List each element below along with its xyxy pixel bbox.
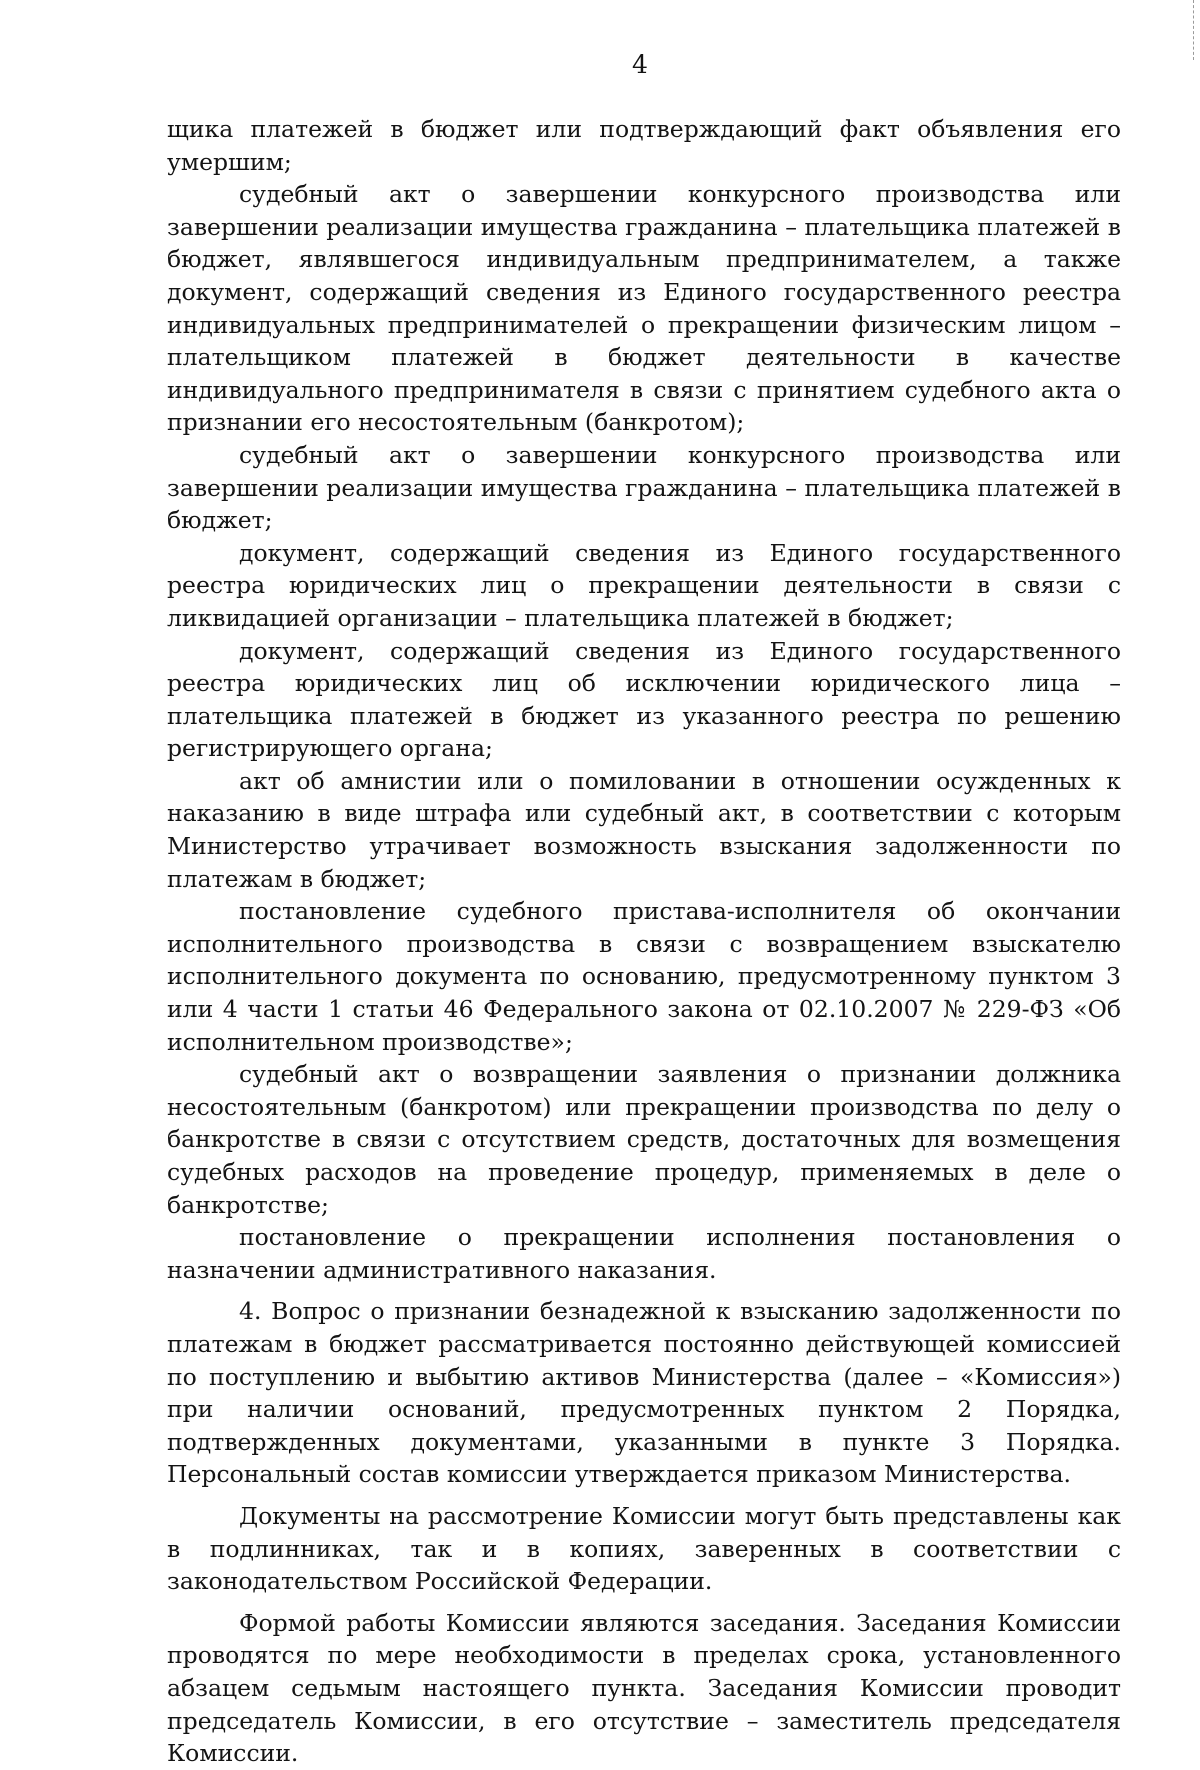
page-number: 4	[632, 50, 648, 79]
paragraph-exclusion-legal-entity: документ, содержащий сведения из Единого государственного реестра юридических лиц об исключении юридического лица – плательщика платежей в бюджет из указанного реестра по решению регистрирующего органа;	[167, 636, 1121, 763]
paragraph-commission-meetings: Формой работы Комиссии являются заседания. Заседания Комиссии проводятся по мере необходимости в пределах срока, установленного абзацем седьмым настоящего пункта. Заседания Комиссии проводит председатель Комиссии, в его отсутствие – заместитель председателя Комиссии.	[167, 1608, 1121, 1768]
paragraph-section-4: 4. Вопрос о признании безнадежной к взысканию задолженности по платежам в бюджет рассматривается постоянно действующей комиссией по поступлению и выбытию активов Министерства (далее – «Комиссия») при наличии оснований, предусмотренных пунктом 2 Порядка, подтвержденных документами, указанными в пункте 3 Порядка. Персональный состав комиссии утверждается приказом Министерства.	[167, 1297, 1121, 1489]
paragraph-bailiff-resolution: постановление судебного пристава-исполнителя об окончании исполнительного производства в связи с возвращением взыскателю исполнительного документа по основанию, предусмотренному пунктом 3 или 4 части 1 статьи 46 Федерального закона от 02.10.2007 № 229-ФЗ «Об исполнительном производстве»;	[167, 897, 1121, 1056]
paragraph-liquidation-organization: документ, содержащий сведения из Единого государственного реестра юридических лиц о прекращении деятельности в связи с ликвидацией организации – плательщика платежей в бюджет;	[167, 538, 1121, 632]
paragraph-amnesty-pardon: акт об амнистии или о помиловании в отношении осужденных к наказанию в виде штрафа или судебный акт, в соответствии с которым Министерство утрачивает возможность взыскания задолженности по платежам в бюджет;	[167, 766, 1121, 893]
document-body	[167, 113, 1121, 1770]
paragraph-continuation: щика платежей в бюджет или подтверждающий факт объявления его умершим;	[167, 115, 1121, 176]
paragraph-bankruptcy-citizen: судебный акт о завершении конкурсного производства или завершении реализации имущества гражданина – плательщика платежей в бюджет;	[167, 440, 1121, 535]
paragraph-documents-submission: Документы на рассмотрение Комиссии могут быть представлены как в подлинниках, так и в копиях, заверенных в соответствии с законодательством Российской Федерации.	[167, 1501, 1121, 1596]
paragraph-return-of-application: судебный акт о возвращении заявления о признании должника несостоятельным (банкротом) или прекращении производства по делу о банкротстве в связи с отсутствием средств, достаточных для возмещения судебных расходов на проведение процедур, применяемых в деле о банкротстве;	[167, 1060, 1121, 1219]
paragraph-termination-of-execution: постановление о прекращении исполнения постановления о назначении административного наказания.	[167, 1223, 1121, 1284]
paragraph-bankruptcy-individual-entrepreneur: судебный акт о завершении конкурсного производства или завершении реализации имущества гражданина – плательщика платежей в бюджет, являвшегося индивидуальным предпринимателем, а также документ, содержащий сведения из Единого государственного реестра индивидуальных предпринимателей о прекращении физическим лицом – плательщиком платежей в бюджет деятельности в качестве индивидуального предпринимателя в связи с принятием судебного акта о признании его несостоятельным (банкротом);	[167, 180, 1121, 437]
